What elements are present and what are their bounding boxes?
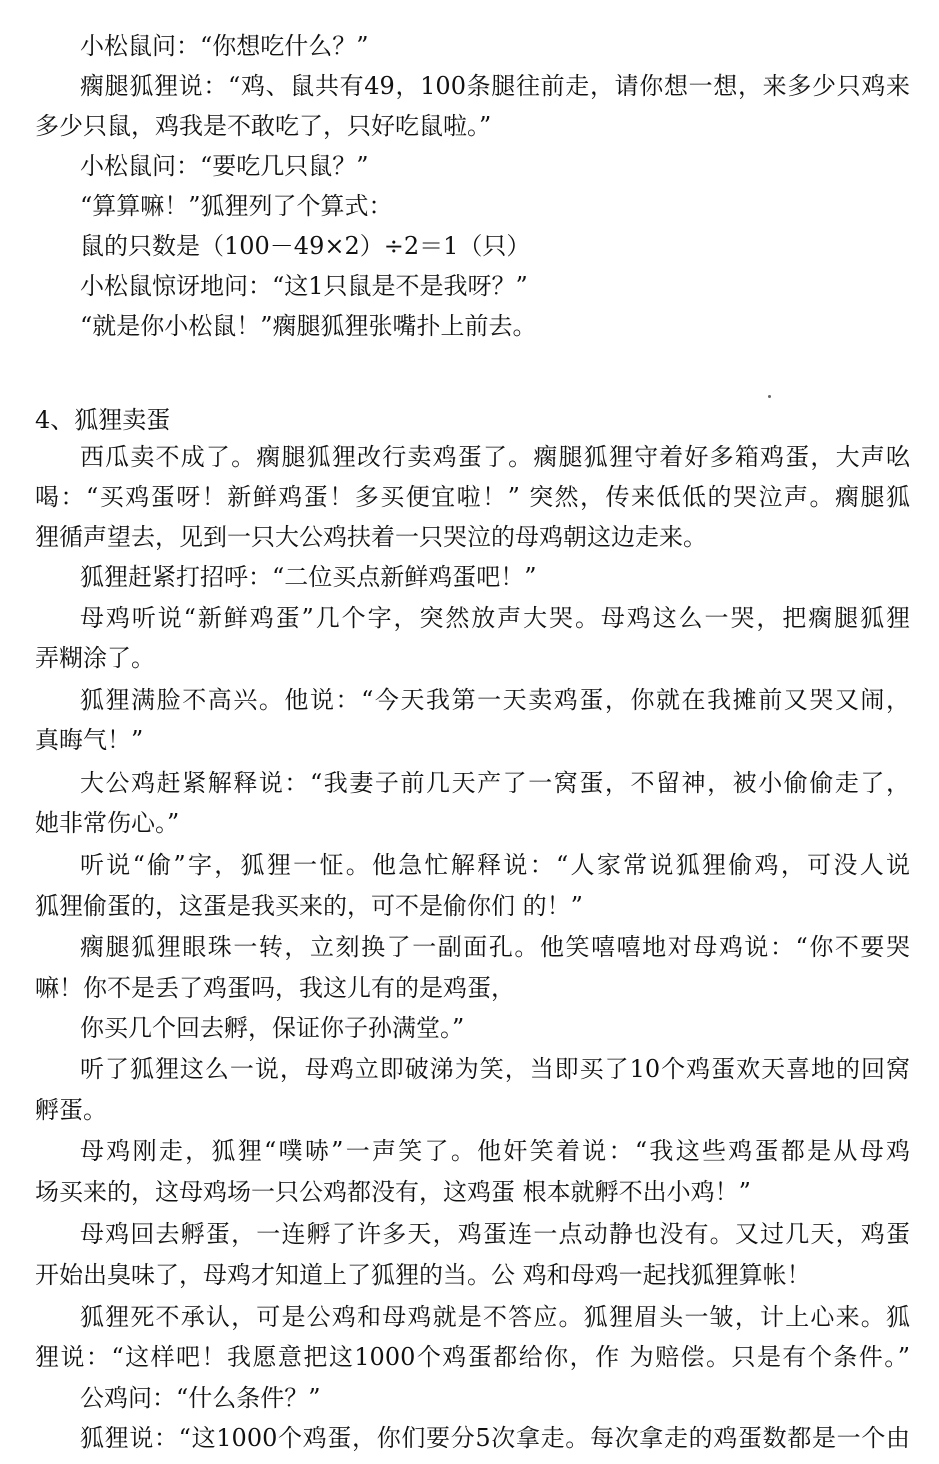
text-line: 开始出臭味了，母鸡才知道上了狐狸的当。公 鸡和母鸡一起找狐狸算帐！ <box>35 1261 811 1289</box>
text-line: 母鸡刚走，狐狸“噗哧”一声笑了。他奸笑着说：“我这些鸡蛋都是从母鸡 <box>80 1137 910 1165</box>
text-line: 狐狸赶紧打招呼：“二位买点新鲜鸡蛋吧！” <box>80 563 537 591</box>
text-line: 你买几个回去孵，保证你子孙满堂。” <box>80 1014 465 1042</box>
text-line: 嘛！你不是丢了鸡蛋吗，我这儿有的是鸡蛋， <box>35 974 515 1002</box>
text-line: 小松鼠问：“你想吃什么？” <box>80 32 369 60</box>
text-line: 鼠的只数是（100－49×2）÷2＝1（只） <box>80 232 531 260</box>
text-line: “算算嘛！”狐狸列了个算式： <box>80 192 393 220</box>
text-line: 狸说：“这样吧！我愿意把这1000个鸡蛋都给你，作 为赔偿。只是有个条件。” <box>35 1343 910 1371</box>
text-line: 狐狸偷蛋的，这蛋是我买来的，可不是偷你们 的！” <box>35 892 583 920</box>
text-line: 大公鸡赶紧解释说：“我妻子前几天产了一窝蛋，不留神，被小偷偷走了， <box>80 769 910 797</box>
text-line: 狐狸死不承认，可是公鸡和母鸡就是不答应。狐狸眉头一皱，计上心来。狐 <box>80 1303 910 1331</box>
text-line: “就是你小松鼠！”瘸腿狐狸张嘴扑上前去。 <box>80 312 537 340</box>
text-line: 狐狸说：“这1000个鸡蛋，你们要分5次拿走。每次拿走的鸡蛋数都是一个由 <box>80 1424 910 1452</box>
text-line: 狐狸满脸不高兴。他说：“今天我第一天卖鸡蛋，你就在我摊前又哭又闹， <box>80 686 910 714</box>
text-line: 场买来的，这母鸡场一只公鸡都没有，这鸡蛋 根本就孵不出小鸡！” <box>35 1178 751 1206</box>
text-line: 狸循声望去，见到一只大公鸡扶着一只哭泣的母鸡朝这边走来。 <box>35 523 707 551</box>
text-line: 瘸腿狐狸说：“鸡、鼠共有49，100条腿往前走，请你想一想，来多少只鸡来 <box>80 72 910 100</box>
text-line: 弄糊涂了。 <box>35 644 155 672</box>
text-line: 公鸡问：“什么条件？” <box>80 1384 321 1412</box>
text-line: 小松鼠问：“要吃几只鼠？” <box>80 152 369 180</box>
text-line: 听说“偷”字，狐狸一怔。他急忙解释说：“人家常说狐狸偷鸡，可没人说 <box>80 851 910 879</box>
text-line: 小松鼠惊讶地问：“这1只鼠是不是我呀？” <box>80 272 528 300</box>
text-line: 喝：“买鸡蛋呀！新鲜鸡蛋！多买便宜啦！” 突然，传来低低的哭泣声。瘸腿狐 <box>35 483 910 511</box>
text-line: 她非常伤心。” <box>35 809 180 837</box>
scan-speck <box>768 395 771 398</box>
text-line: 母鸡听说“新鲜鸡蛋”几个字，突然放声大哭。母鸡这么一哭，把瘸腿狐狸 <box>80 604 910 632</box>
text-line: 母鸡回去孵蛋，一连孵了许多天，鸡蛋连一点动静也没有。又过几天，鸡蛋 <box>80 1220 910 1248</box>
text-line: 西瓜卖不成了。瘸腿狐狸改行卖鸡蛋了。瘸腿狐狸守着好多箱鸡蛋，大声吆 <box>80 443 910 471</box>
text-line: 听了狐狸这么一说，母鸡立即破涕为笑，当即买了10个鸡蛋欢天喜地的回窝 <box>80 1055 910 1083</box>
text-line: 真晦气！” <box>35 726 144 754</box>
text-line: 瘸腿狐狸眼珠一转，立刻换了一副面孔。他笑嘻嘻地对母鸡说：“你不要哭 <box>80 933 910 961</box>
text-line: 孵蛋。 <box>35 1096 107 1124</box>
text-line: 多少只鼠，鸡我是不敢吃了，只好吃鼠啦。” <box>35 112 492 140</box>
section-title: 4、狐狸卖蛋 <box>35 406 171 434</box>
